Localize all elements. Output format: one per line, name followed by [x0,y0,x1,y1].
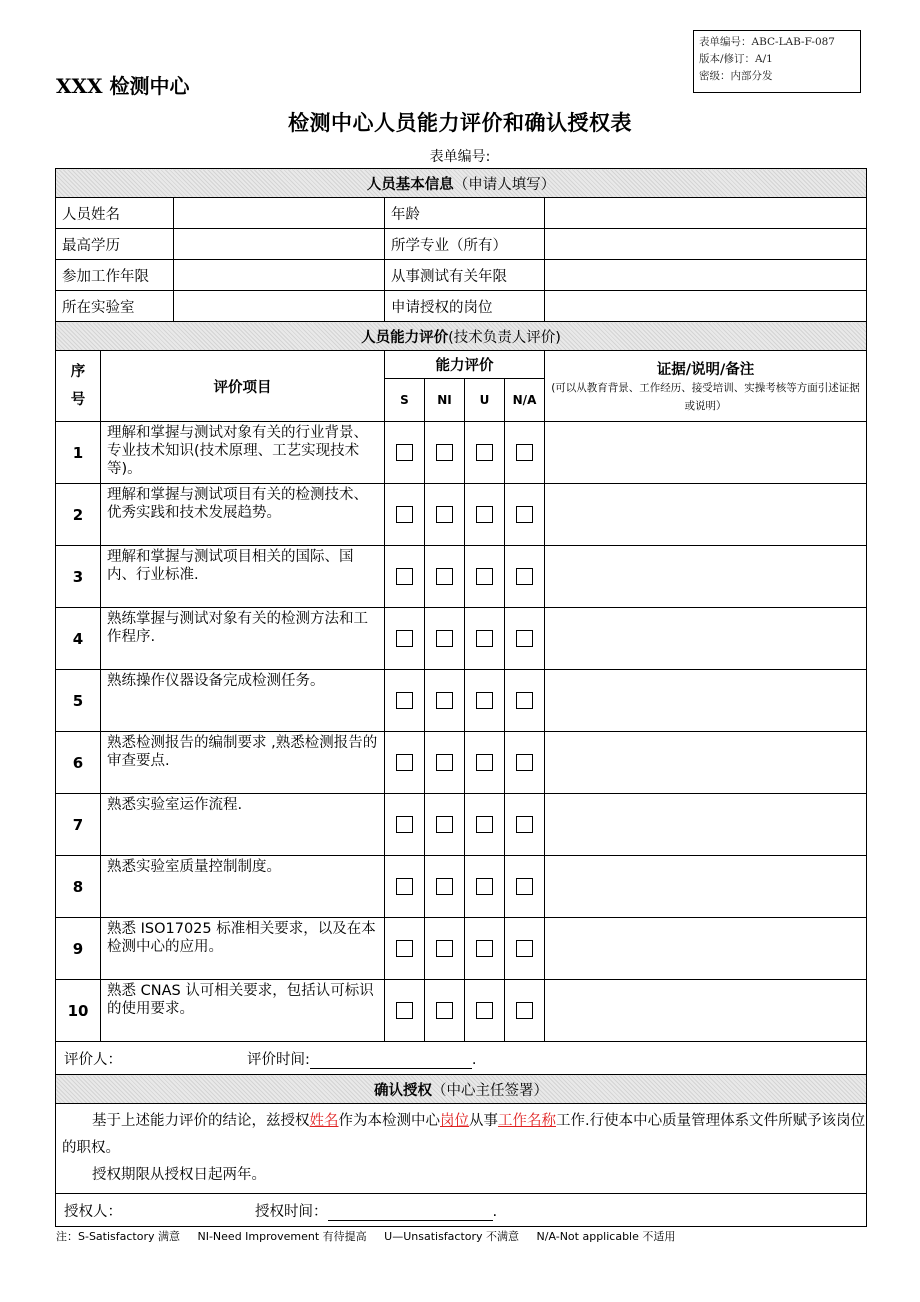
basic-info-label: 申请授权的岗位 [385,291,545,322]
evaluation-item-text: 理解和掌握与测试项目有关的检测技术、优秀实践和技术发展趋势。 [101,484,385,546]
form-number-label: 表单编号: [429,149,491,165]
evaluation-item-text: 熟悉检测报告的编制要求 ,熟悉检测报告的审查要点. [101,732,385,794]
rating-checkbox[interactable] [436,1002,453,1019]
rating-checkbox[interactable] [516,506,533,523]
rating-cell [425,546,465,608]
column-header-item: 评价项目 [101,351,385,422]
evidence-field[interactable] [545,794,867,856]
rating-cell [465,484,505,546]
form-code: 表单编号：ABC-LAB-F-087 [699,36,835,48]
rating-checkbox[interactable] [436,754,453,771]
evaluation-item-text: 熟悉 ISO17025 标准相关要求，以及在本检测中心的应用。 [101,918,385,980]
rating-checkbox[interactable] [396,692,413,709]
rating-checkbox[interactable] [396,878,413,895]
rating-checkbox[interactable] [516,630,533,647]
security-level: 密级：内部分发 [699,70,773,82]
item-number: 3 [56,546,101,608]
item-number: 1 [56,422,101,484]
evidence-title: 证据/说明/备注 [656,361,755,378]
rating-cell [385,422,425,484]
basic-info-label: 所在实验室 [56,291,174,322]
evaluation-time-label: 评价时间: [247,1051,310,1068]
rating-checkbox[interactable] [516,754,533,771]
basic-info-value-field[interactable] [174,198,385,229]
authorization-paragraph: 基于上述能力评价的结论，兹授权姓名作为本检测中心岗位从事工作名称工作.行使本中心质量管理体系文件所赋予该岗位的职权。 [62,1113,866,1156]
rating-cell [465,918,505,980]
page-title: 检测中心人员能力评价和确认授权表 [288,111,632,135]
basic-info-value-field[interactable] [545,229,867,260]
evaluation-item-text: 熟悉实验室质量控制制度。 [101,856,385,918]
rating-cell [505,608,545,670]
item-number: 7 [56,794,101,856]
rating-cell [425,484,465,546]
rating-checkbox[interactable] [436,692,453,709]
rating-cell [385,608,425,670]
rating-checkbox[interactable] [476,754,493,771]
rating-cell [385,980,425,1042]
level-header: N/A [505,379,545,422]
rating-checkbox[interactable] [476,568,493,585]
rating-cell [425,608,465,670]
rating-cell [505,856,545,918]
rating-cell [385,546,425,608]
item-number: 6 [56,732,101,794]
evaluator-label: 评价人： [64,1051,122,1068]
basic-info-header: 人员基本信息（申请人填写） [56,169,867,198]
evidence-field[interactable] [545,608,867,670]
evidence-field[interactable] [545,980,867,1042]
rating-cell [425,670,465,732]
evaluation-item-text: 理解和掌握与测试项目相关的国际、国内、行业标准. [101,546,385,608]
basic-info-label: 最高学历 [56,229,174,260]
rating-checkbox[interactable] [436,878,453,895]
basic-info-label: 年龄 [385,198,545,229]
rating-checkbox[interactable] [516,878,533,895]
basic-info-value-field[interactable] [174,229,385,260]
rating-checkbox[interactable] [516,692,533,709]
rating-cell [465,670,505,732]
rating-checkbox[interactable] [476,692,493,709]
rating-checkbox[interactable] [436,506,453,523]
rating-cell [465,980,505,1042]
rating-checkbox[interactable] [396,940,413,957]
document-info-box [693,30,861,93]
rating-checkbox[interactable] [516,816,533,833]
column-header-evidence [545,351,867,422]
rating-checkbox[interactable] [396,754,413,771]
rating-cell [505,918,545,980]
evaluation-item-text: 熟悉实验室运作流程. [101,794,385,856]
level-header: U [465,379,505,422]
basic-info-label: 人员姓名 [56,198,174,229]
basic-info-value-field[interactable] [174,260,385,291]
placeholder-post: 岗位 [440,1113,469,1129]
rating-cell [505,670,545,732]
authorization-period: 授权期限从授权日起两年。 [92,1167,266,1183]
rating-cell [465,546,505,608]
rating-checkbox[interactable] [476,940,493,957]
rating-checkbox[interactable] [436,568,453,585]
rating-checkbox[interactable] [436,630,453,647]
rating-cell [505,794,545,856]
rating-checkbox[interactable] [396,568,413,585]
rating-cell [425,980,465,1042]
evaluation-item-text: 熟练操作仪器设备完成检测任务。 [101,670,385,732]
basic-info-label: 所学专业（所有） [385,229,545,260]
rating-checkbox[interactable] [516,568,533,585]
rating-checkbox[interactable] [436,816,453,833]
evaluation-time-end: . [471,1051,477,1068]
rating-cell [385,856,425,918]
evidence-field[interactable] [545,732,867,794]
rating-checkbox[interactable] [476,878,493,895]
item-number: 8 [56,856,101,918]
rating-cell [385,670,425,732]
rating-cell [425,422,465,484]
rating-checkbox[interactable] [476,444,493,461]
rating-cell [425,794,465,856]
evidence-field[interactable] [545,918,867,980]
basic-info-value-field[interactable] [545,198,867,229]
authorizer-row [56,1194,867,1227]
evaluation-item-text: 理解和掌握与测试对象有关的行业背景、专业技术知识(技术原理、工艺实现技术等)。 [101,422,385,484]
rating-checkbox[interactable] [476,816,493,833]
rating-cell [425,732,465,794]
item-number: 9 [56,918,101,980]
organization-name: XXX 检测中心 [56,74,190,98]
rating-cell [505,484,545,546]
footnote: 注：S-Satisfactory 满意 NI-Need Improvement 有待提高 U—Unsatisfactory 不满意 N/A-Not applicable 不适用 [56,1230,676,1243]
rating-cell [505,980,545,1042]
rating-checkbox[interactable] [396,1002,413,1019]
evaluator-row [56,1042,867,1075]
basic-info-value-field[interactable] [174,291,385,322]
authorization-text [56,1104,867,1194]
rating-cell [385,732,425,794]
authorizer-label: 授权人： [64,1203,122,1220]
rating-cell [385,794,425,856]
basic-info-value-field[interactable] [545,291,867,322]
authorization-time-end: . [492,1203,498,1220]
placeholder-name: 姓名 [309,1113,339,1129]
level-header: S [385,379,425,422]
placeholder-work: 工作名称 [498,1113,556,1129]
evaluation-item-text: 熟练掌握与测试对象有关的检测方法和工作程序. [101,608,385,670]
authorization-time-field[interactable] [328,1204,493,1221]
authorization-header: 确认授权（中心主任签署） [56,1075,867,1104]
evaluation-header: 人员能力评价(技术负责人评价) [56,322,867,351]
rating-checkbox[interactable] [516,444,533,461]
evidence-field[interactable] [545,546,867,608]
rating-cell [465,856,505,918]
rating-cell [465,422,505,484]
column-header-ability: 能力评价 [385,351,545,379]
basic-info-label: 从事测试有关年限 [385,260,545,291]
rating-checkbox[interactable] [396,630,413,647]
rating-checkbox[interactable] [396,444,413,461]
rating-checkbox[interactable] [476,1002,493,1019]
rating-cell [385,918,425,980]
evaluation-time-field[interactable] [310,1052,472,1069]
rating-cell [505,422,545,484]
rating-checkbox[interactable] [396,506,413,523]
rating-checkbox[interactable] [436,444,453,461]
item-number: 4 [56,608,101,670]
evidence-field[interactable] [545,856,867,918]
rating-cell [505,546,545,608]
rating-cell [425,918,465,980]
rating-cell [465,794,505,856]
rating-cell [425,856,465,918]
rating-checkbox[interactable] [516,1002,533,1019]
level-header: NI [425,379,465,422]
rating-checkbox[interactable] [436,940,453,957]
rating-checkbox[interactable] [476,630,493,647]
evaluation-form-table [55,168,867,1227]
authorization-time-label: 授权时间： [255,1203,328,1220]
item-number: 5 [56,670,101,732]
rating-cell [465,608,505,670]
basic-info-value-field[interactable] [545,260,867,291]
rating-checkbox[interactable] [516,940,533,957]
rating-checkbox[interactable] [476,506,493,523]
item-number: 2 [56,484,101,546]
evidence-field[interactable] [545,670,867,732]
evaluation-item-text: 熟悉 CNAS 认可相关要求，包括认可标识的使用要求。 [101,980,385,1042]
basic-info-label: 参加工作年限 [56,260,174,291]
item-number: 10 [56,980,101,1042]
version-revision: 版本/修订：A/1 [699,53,773,65]
rating-cell [505,732,545,794]
evidence-field[interactable] [545,422,867,484]
column-header-number: 序号 [56,351,101,422]
rating-cell [465,732,505,794]
evidence-field[interactable] [545,484,867,546]
rating-cell [385,484,425,546]
evidence-note: (可以从教育背景、工作经历、接受培训、实操考核等方面引述证据或说明） [551,381,860,412]
rating-checkbox[interactable] [396,816,413,833]
